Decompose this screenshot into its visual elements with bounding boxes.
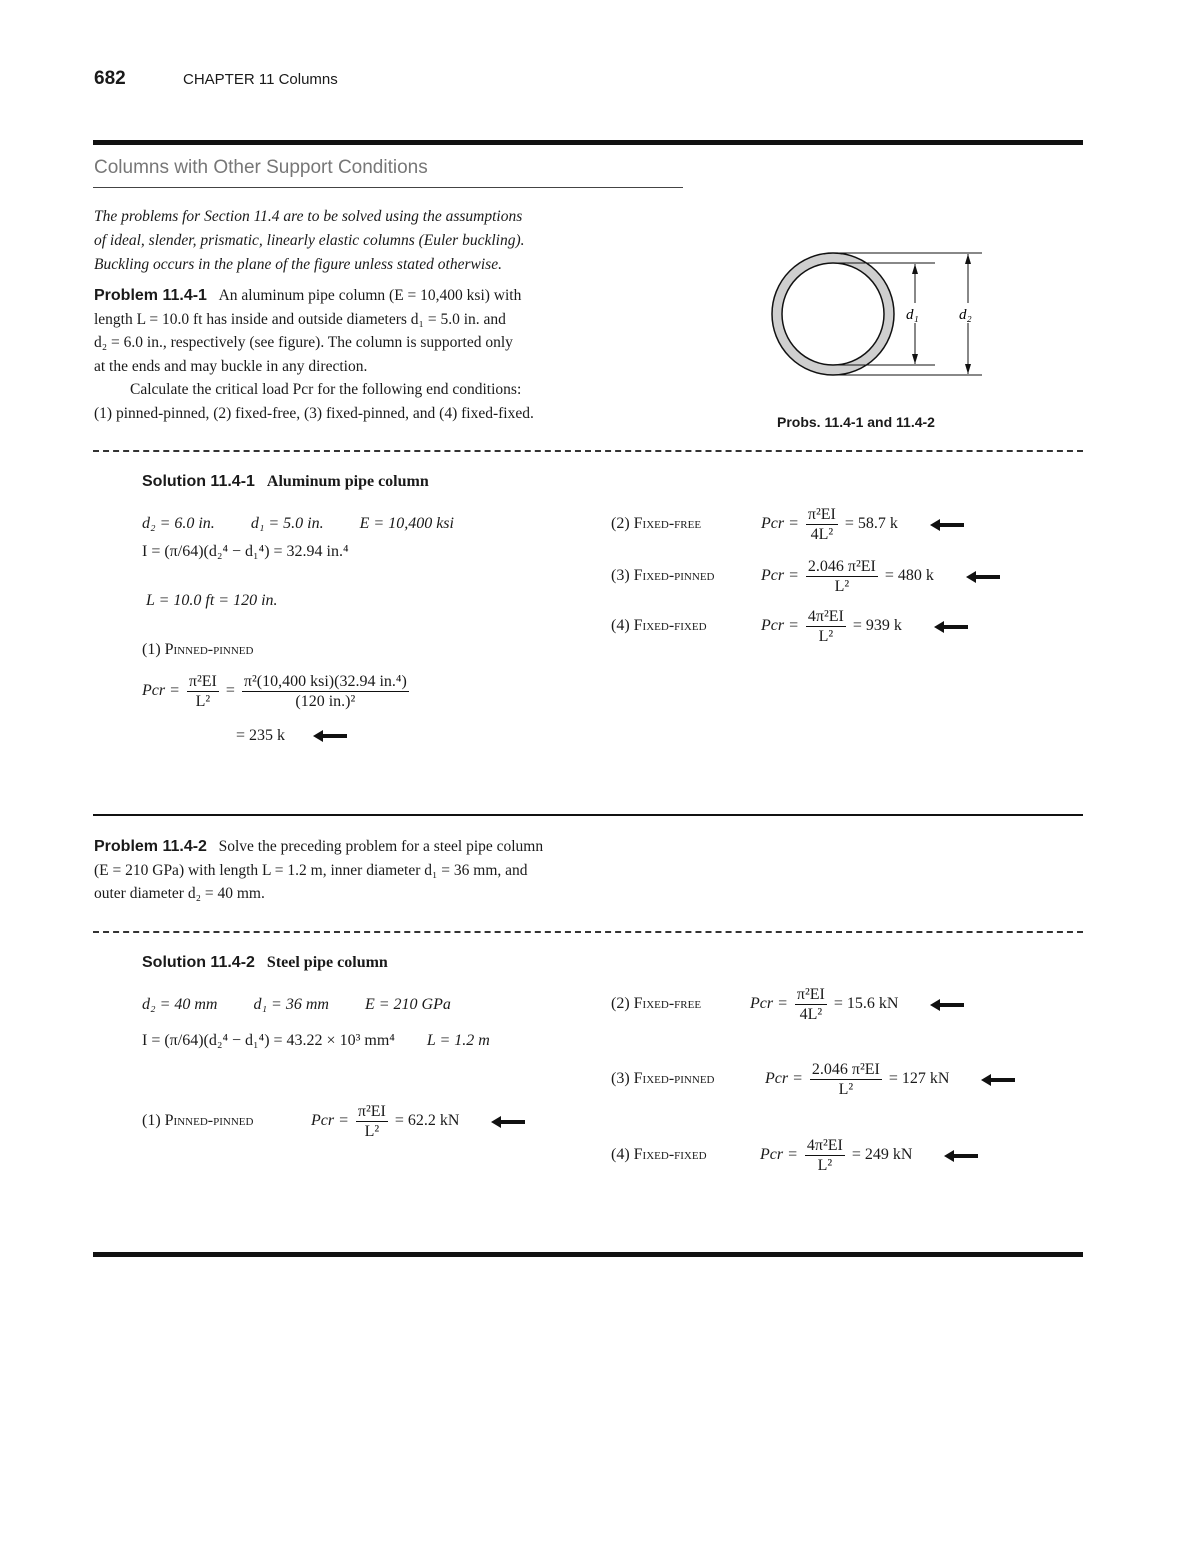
intro-line: The problems for Section 11.4 are to be solved using the assumptions [94, 208, 523, 225]
section-title: Columns with Other Support Conditions [94, 157, 428, 178]
case-fixed-fixed-equation: (4) Fixed-fixed Pcr = $\frac{\text{4π²EI}}{\text{L²}}$ = 939 k [611, 607, 968, 646]
d1-arrow-bottom [912, 354, 918, 364]
result-arrow-icon [930, 999, 964, 1011]
solution-subtitle: Steel pipe column [266, 954, 388, 971]
result-arrow-icon [944, 1150, 978, 1162]
d2-arrow-bottom [965, 364, 971, 374]
bottom-rule [93, 1252, 1083, 1257]
case-fixed-fixed-equation: (4) Fixed-fixed Pcr = $\frac{\text{4π²EI}}{\text{L²}}$ = 249 kN [611, 1136, 978, 1175]
top-rule [93, 140, 1083, 145]
problem-text: outer diameter d₂ = 40 mm. [94, 885, 265, 902]
page-number: 682 [94, 68, 126, 89]
problem-text: An aluminum pipe column (E = 10,400 ksi) with [218, 287, 522, 304]
problem-text: Calculate the critical load Pcr for the following end conditions: [130, 381, 522, 398]
result-arrow-icon [491, 1116, 525, 1128]
dashed-divider [93, 931, 1083, 933]
result-arrow-icon [930, 519, 964, 531]
case-fixed-pinned-equation: (3) Fixed-pinned Pcr = $\frac{\text{2.046 π²EI}}{\text{L²}}$ = 127 kN [611, 1060, 1015, 1099]
case-pinned-pinned-equation: Pcr = $\frac{\text{π²EI}}{\text{L²}}$ = $\frac{\text{π²(10,400 ksi)(32.94 in.⁴)}}{\text{(120 in.)²}}$ [142, 673, 407, 710]
given-values [142, 996, 451, 1014]
given-values [142, 515, 454, 533]
result-arrow-icon [313, 730, 347, 742]
problem-label: Problem 11.4-2 [94, 838, 207, 855]
case-pinned-pinned-equation: (1) Pinned-pinned Pcr = $\frac{\text{π²EI}}{\text{L²}}$ = 62.2 kN [142, 1102, 525, 1141]
problem-text: (1) pinned-pinned, (2) fixed-free, (3) fixed-pinned, and (4) fixed-fixed. [94, 404, 534, 422]
problem-label: Problem 11.4-1 [94, 287, 207, 304]
given-d1: d₁ = 36 mm [253, 996, 329, 1013]
given-e: E = 10,400 ksi [359, 515, 454, 532]
section-underline [93, 187, 683, 188]
solution-label: Solution 11.4-1 [142, 473, 255, 490]
length-equation: L = 10.0 ft = 120 in. [146, 592, 278, 609]
case-fixed-free-equation: (2) Fixed-free Pcr = $\frac{\text{π²EI}}{\text{4L²}}$ = 58.7 k [611, 505, 964, 544]
problem-text: (E = 210 GPa) with length L = 1.2 m, inner diameter d₁ = 36 mm, and [94, 861, 528, 879]
given-d2: d₂ = 6.0 in. [142, 515, 215, 532]
given-e: E = 210 GPa [364, 996, 451, 1013]
problem-text: at the ends and may buckle in any direction. [94, 357, 368, 375]
solution-11-4-2-title [142, 954, 388, 972]
problem-11-4-1 [94, 284, 684, 425]
d2-arrow-top [965, 254, 971, 264]
chapter-title: CHAPTER 11 Columns [183, 71, 338, 88]
pipe-inner-circle [782, 263, 884, 365]
inertia-equation: I = (π/64)(d₂⁴ − d₁⁴) = 43.22 × 10³ mm⁴ L = 1.2 m [142, 1032, 490, 1049]
result-arrow-icon [966, 571, 1000, 583]
problem-text: Solve the preceding problem for a steel pipe column [218, 838, 544, 855]
given-d1: d₁ = 5.0 in. [250, 515, 324, 532]
d1-label: d₁ [906, 307, 919, 323]
solution-11-4-1-title [142, 473, 429, 491]
result-arrow-icon [934, 621, 968, 633]
given-d2: d₂ = 40 mm [142, 996, 218, 1013]
problem-text: d₂ = 6.0 in., respectively (see figure). The column is supported only [94, 334, 513, 351]
solution-subtitle: Aluminum pipe column [266, 473, 429, 490]
intro-line: Buckling occurs in the plane of the figure unless stated otherwise. [94, 256, 502, 273]
problem-11-4-2 [94, 835, 684, 906]
case-pinned-pinned-result: = 235 k [236, 727, 347, 745]
section-intro [94, 205, 674, 277]
result-arrow-icon [981, 1074, 1015, 1086]
solution-label: Solution 11.4-2 [142, 954, 255, 971]
case-fixed-free-equation: (2) Fixed-free Pcr = $\frac{\text{π²EI}}{\text{4L²}}$ = 15.6 kN [611, 985, 964, 1024]
case-pinned-pinned-label: (1) Pinned-pinned [142, 641, 254, 658]
inertia-equation: I = (π/64)(d₂⁴ − d₁⁴) = 32.94 in.⁴ [142, 543, 349, 560]
intro-line: of ideal, slender, prismatic, linearly elastic columns (Euler buckling). [94, 232, 525, 249]
dashed-divider [93, 450, 1083, 452]
case-fixed-pinned-equation: (3) Fixed-pinned Pcr = $\frac{\text{2.046 π²EI}}{\text{L²}}$ = 480 k [611, 557, 1000, 596]
problem-text: length L = 10.0 ft has inside and outside diameters d₁ = 5.0 in. and [94, 310, 506, 328]
problem-divider [93, 814, 1083, 816]
figure-caption: Probs. 11.4-1 and 11.4-2 [777, 414, 935, 430]
pipe-cross-section-figure [760, 245, 990, 390]
d1-arrow-top [912, 264, 918, 274]
d2-label: d₂ [959, 307, 972, 323]
